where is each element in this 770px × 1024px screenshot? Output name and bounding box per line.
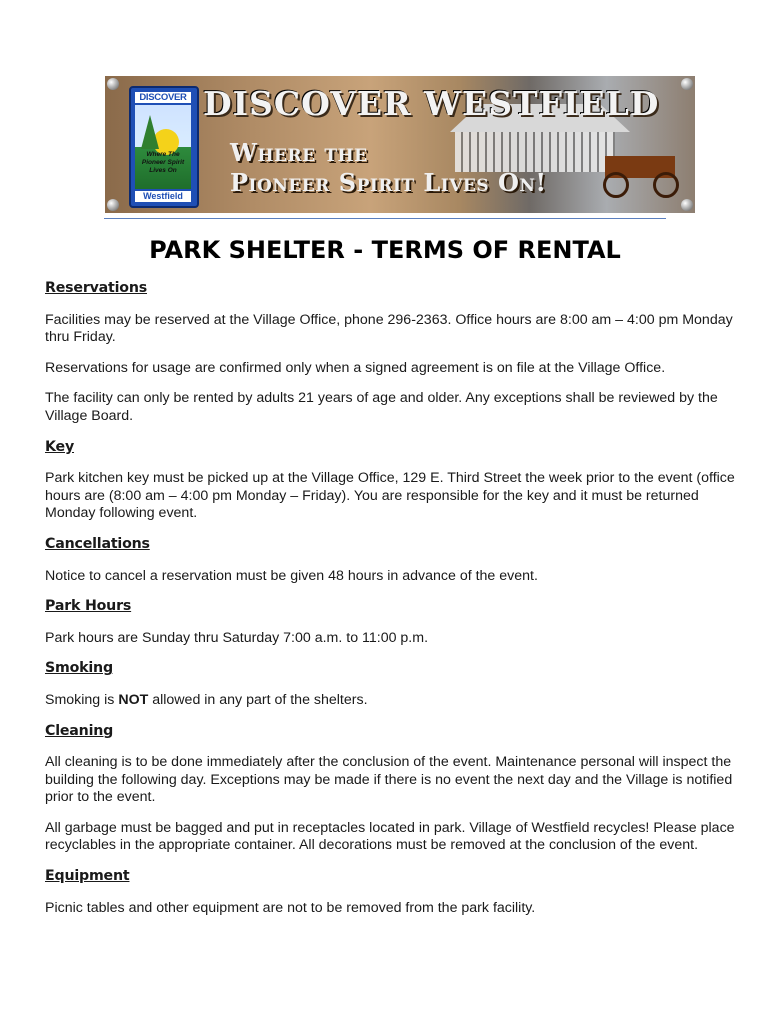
tree-icon [141,115,159,149]
header-divider [104,218,666,219]
logo-discover-text: DISCOVER [135,92,191,103]
banner-subtitle-line1: Where the [230,138,368,167]
smoking-emphasis: NOT [118,691,149,708]
logo-artwork [135,105,191,189]
document-body [45,280,735,930]
rivet-icon [681,78,693,90]
equipment-paragraph-1: Picnic tables and other equipment are not to be removed from the park facility. [45,899,536,916]
discover-westfield-logo [129,86,199,208]
page-title: PARK SHELTER - TERMS OF RENTAL [149,236,621,264]
rivet-icon [107,78,119,90]
reservations-paragraph-3: The facility can only be rented by adults 21 years of age and older. Any exceptions shall be reviewed by the Village Board. [45,390,718,424]
rivet-icon [107,199,119,211]
reservations-paragraph-2: Reservations for usage are confirmed only when a signed agreement is on file at the Village Office. [45,359,666,376]
section-heading-equipment: Equipment [45,868,130,885]
wagon-wheel-icon [603,172,629,198]
key-paragraph-1: Park kitchen key must be picked up at the Village Office, 129 E. Third Street the week prior to the event (office hours are (8:00 am – 4:00 pm Monday – Friday). You are responsible for the key and it must be returned Monday following event. [45,470,735,522]
smoking-text-before: Smoking is [45,691,119,708]
cleaning-paragraph-2: All garbage must be bagged and put in receptacles located in park. Village of Westfield recycles! Please place recyclables in the appropriate container. All decorations must be removed at the conclusion of the event. [45,819,735,854]
section-heading-cleaning: Cleaning [45,722,114,739]
section-heading-park-hours: Park Hours [45,598,132,615]
smoking-paragraph-1 [45,692,735,710]
logo-tagline: Where The Pioneer Spirit Lives On [141,151,185,174]
banner-subtitle-line2: Pioneer Spirit Lives On! [230,168,547,197]
section-heading-cancellations: Cancellations [45,535,150,552]
cancellations-paragraph-1: Notice to cancel a reservation must be given 48 hours in advance of the event. [45,567,538,584]
pavilion-graphic [455,132,615,172]
cleaning-paragraph-1: All cleaning is to be done immediately after the conclusion of the event. Maintenance personal will inspect the building the following day. Exceptions may be made if there is no event the next day and the Village is notified prior to the event. [45,754,733,806]
section-heading-reservations: Reservations [45,280,147,296]
section-heading-smoking: Smoking [45,660,113,677]
header-banner [105,76,695,213]
park-hours-paragraph-1: Park hours are Sunday thru Saturday 7:00 a.m. to 11:00 p.m. [45,629,429,646]
reservations-paragraph-1: Facilities may be reserved at the Village Office, phone 296-2363. Office hours are 8:00 am – 4:00 pm Monday thru Friday. [45,311,733,346]
rivet-icon [681,199,693,211]
logo-westfield-text: Westfield [135,191,191,202]
wagon-wheel-icon [653,172,679,198]
section-heading-key: Key [45,438,75,455]
smoking-text-after: allowed in any part of the shelters. [148,691,368,708]
banner-title: DISCOVER WESTFIELD [203,84,660,123]
